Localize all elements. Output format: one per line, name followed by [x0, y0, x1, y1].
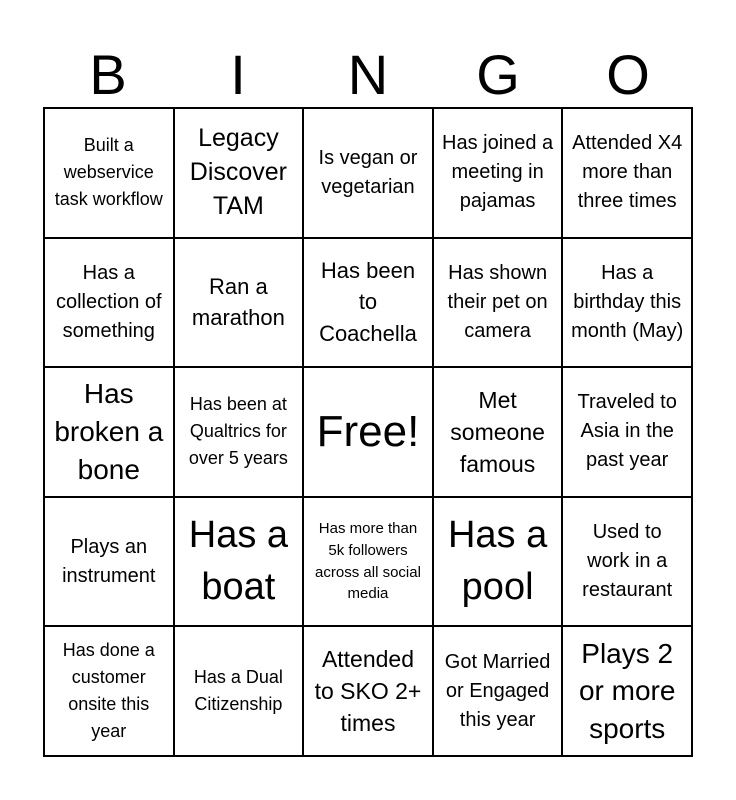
- header-letter-o: O: [606, 43, 650, 106]
- bingo-cell-text: Met someone famous: [450, 386, 545, 478]
- bingo-cell-text: Built a webservice task workflow: [54, 135, 163, 210]
- bingo-cell-text: Traveled to Asia in the past year: [577, 391, 677, 472]
- bingo-cell-3[interactable]: [303, 108, 433, 238]
- bingo-cell-text: Has a birthday this month (May): [571, 261, 684, 342]
- bingo-cell-10[interactable]: [562, 238, 692, 368]
- bingo-cell-16[interactable]: [44, 497, 174, 627]
- bingo-cell-text: Got Married or Engaged this year: [444, 650, 551, 731]
- header-letter-i: I: [230, 43, 246, 106]
- bingo-cell-text: Has a pool: [447, 514, 548, 608]
- bingo-cell-text: Free!: [316, 406, 420, 456]
- bingo-cell-21[interactable]: [44, 626, 174, 756]
- bingo-cell-22[interactable]: [174, 626, 304, 756]
- bingo-cell-text: Has broken a bone: [54, 378, 164, 485]
- bingo-cell-23[interactable]: [303, 626, 433, 756]
- bingo-cell-text: Has joined a meeting in pajamas: [442, 132, 554, 213]
- header-letter-g: G: [476, 43, 520, 106]
- bingo-cell-text: Has more than 5k followers across all social media: [315, 520, 421, 603]
- bingo-cell-12[interactable]: [174, 367, 304, 497]
- bingo-cell-20[interactable]: [562, 497, 692, 627]
- bingo-cell-25[interactable]: [562, 626, 692, 756]
- bingo-cell-text: Has a collection of something: [55, 261, 162, 342]
- bingo-cell-text: Is vegan or vegetarian: [318, 146, 418, 198]
- bingo-cell-text: Attended X4 more than three times: [572, 132, 683, 213]
- bingo-cell-15[interactable]: [562, 367, 692, 497]
- bingo-header: [43, 42, 693, 108]
- bingo-cell-24[interactable]: [433, 626, 563, 756]
- header-letter-b: B: [89, 43, 127, 106]
- bingo-cell-2[interactable]: [174, 108, 304, 238]
- bingo-cell-17[interactable]: [174, 497, 304, 627]
- bingo-card-grid: [43, 107, 693, 757]
- bingo-cell-text: Plays an instrument: [62, 535, 156, 587]
- bingo-cell-text: Used to work in a restaurant: [582, 521, 673, 602]
- bingo-cell-9[interactable]: [433, 238, 563, 368]
- bingo-cell-14[interactable]: [433, 367, 563, 497]
- bingo-cell-text: Has a Dual Citizenship: [193, 667, 283, 715]
- bingo-cell-text: Ran a marathon: [191, 273, 285, 331]
- bingo-cell-text: Has been to Coachella: [319, 257, 417, 347]
- bingo-cell-18[interactable]: [303, 497, 433, 627]
- bingo-cell-text: Has been at Qualtrics for over 5 years: [188, 394, 288, 469]
- bingo-cell-text: Legacy Discover TAM: [189, 124, 288, 220]
- header-letter-n: N: [347, 43, 389, 106]
- bingo-cell-text: Has a boat: [188, 514, 289, 608]
- bingo-cell-11[interactable]: [44, 367, 174, 497]
- bingo-cell-6[interactable]: [44, 238, 174, 368]
- bingo-cell-7[interactable]: [174, 238, 304, 368]
- bingo-cell-text: Has done a customer onsite this year: [62, 640, 155, 742]
- bingo-cell-text: Plays 2 or more sports: [578, 637, 676, 745]
- bingo-cell-4[interactable]: [433, 108, 563, 238]
- bingo-cell-1[interactable]: [44, 108, 174, 238]
- bingo-cell-5[interactable]: [562, 108, 692, 238]
- bingo-cell-8[interactable]: [303, 238, 433, 368]
- bingo-cell-text: Has shown their pet on camera: [447, 261, 548, 342]
- bingo-cell-text: Attended to SKO 2+ times: [314, 645, 422, 737]
- bingo-cell-free[interactable]: [303, 367, 433, 497]
- bingo-cell-19[interactable]: [433, 497, 563, 627]
